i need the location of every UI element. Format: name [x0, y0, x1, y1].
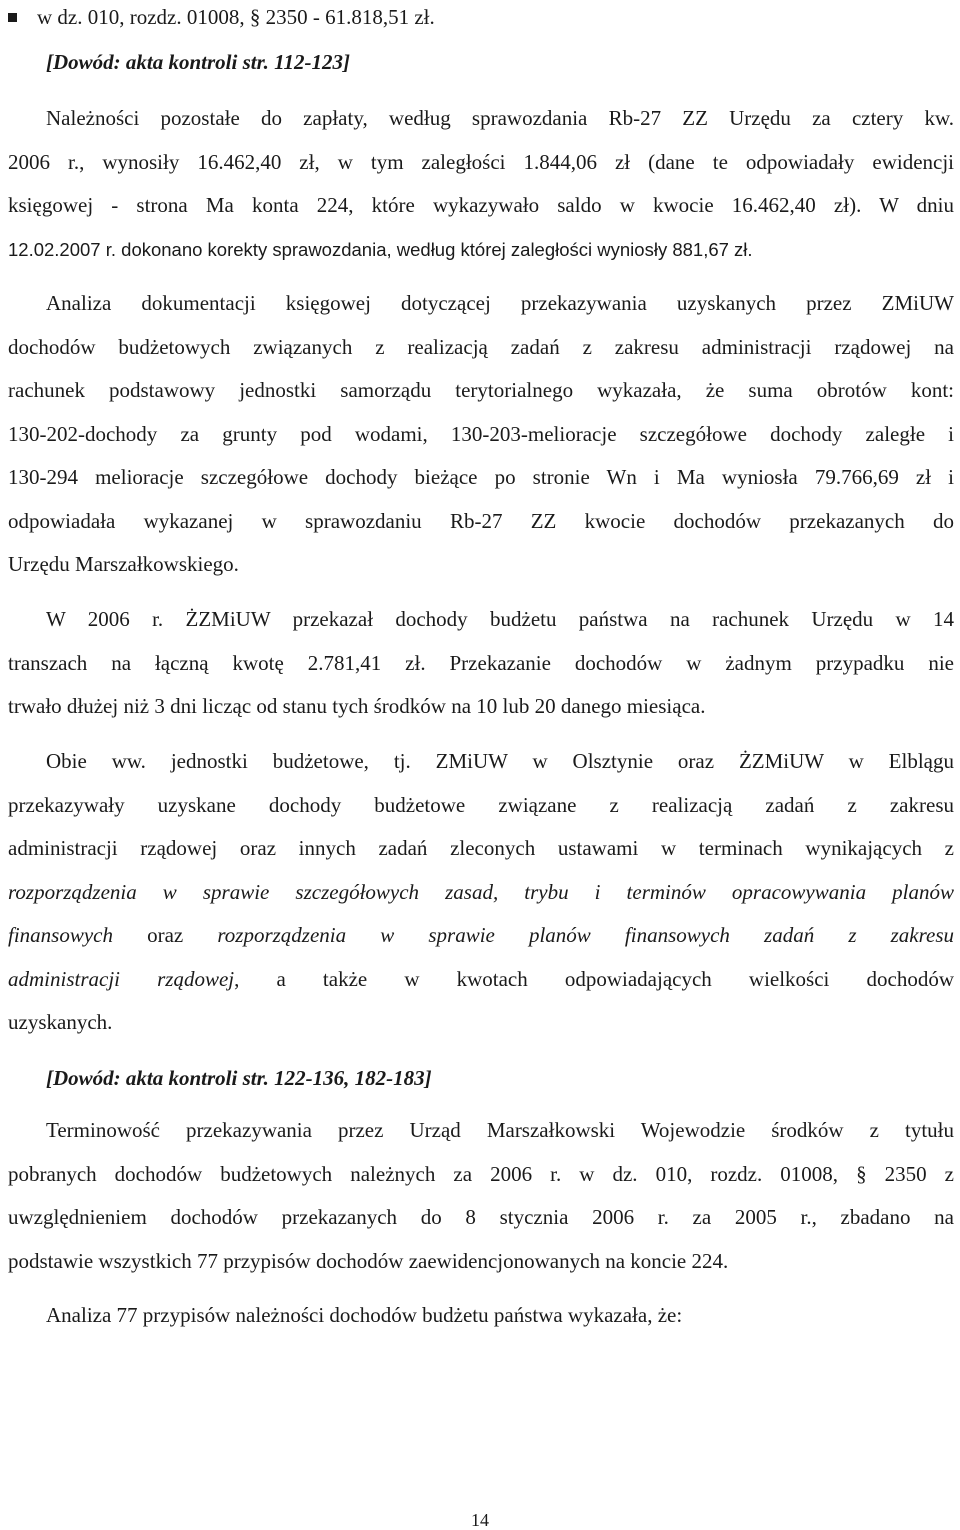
paragraph-line: Terminowość przekazywania przez Urząd Marszałkowski Wojewodzie środków z tytułu [46, 1118, 954, 1142]
plain-text: oraz [113, 923, 218, 947]
bullet-item-text: w dz. 010, rozdz. 01008, § 2350 - 61.818,51 zł. [37, 5, 435, 29]
plain-text: , a także w kwotach odpowiadających wielkości dochodów [234, 966, 954, 991]
paragraph-final [8, 1294, 954, 1338]
paragraph-accounting-analysis [8, 282, 954, 587]
paragraph-2006-transfers [8, 598, 954, 729]
page-number: 14 [471, 1510, 489, 1530]
paragraph-line: 130-294 melioracje szczegółowe dochody bieżące po stronie Wn i Ma wyniosła 79.766,69 zł i [8, 465, 954, 489]
paragraph-line: przekazywały uzyskane dochody budżetowe związane z realizacją zadań z zakresu [8, 792, 954, 817]
paragraph-receivables [8, 97, 954, 271]
paragraph-line: uwzględnieniem dochodów przekazanych do 8 stycznia 2006 r. za 2005 r., zbadano na [8, 1205, 954, 1229]
paragraph-line: pobranych dochodów budżetowych należnych za 2006 r. w dz. 010, rozdz. 01008, § 2350 z [8, 1161, 954, 1186]
paragraph-line [8, 914, 954, 958]
paragraph-timeliness [8, 1109, 954, 1283]
paragraph-line: Obie ww. jednostki budżetowe, tj. ZMiUW w Olsztynie oraz ŻZMiUW w Elblągu [46, 749, 954, 773]
evidence-reference-2: [Dowód: akta kontroli str. 122-136, 182-183] [46, 1066, 432, 1090]
paragraph-line: Należności pozostałe do zapłaty, według sprawozdania Rb-27 ZZ Urzędu za cztery kw. [46, 106, 954, 130]
regulation-title-text: rozporządzenia w sprawie planów finansowych zadań z zakresu [217, 923, 954, 947]
bullet-square-icon [8, 13, 17, 22]
paragraph-line: 130-202-dochody za grunty pod wodami, 130-203-melioracje szczegółowe dochody zaległe i [8, 421, 954, 446]
paragraph-line: uzyskanych. [8, 1010, 113, 1034]
paragraph-line: 2006 r., wynosiły 16.462,40 zł, w tym zaległości 1.844,06 zł (dane te odpowiadały ewidencji [8, 149, 954, 174]
paragraph-line: dochodów budżetowych związanych z realizacją zadań z zakresu administracji rządowej na [8, 334, 954, 359]
paragraph-line: transzach na łączną kwotę 2.781,41 zł. Przekazanie dochodów w żadnym przypadku nie [8, 650, 954, 675]
paragraph-line [8, 958, 954, 1002]
paragraph-line: Analiza dokumentacji księgowej dotyczącej przekazywania uzyskanych przez ZMiUW [46, 291, 954, 315]
paragraph-line: odpowiadała wykazanej w sprawozdaniu Rb-27 ZZ kwocie dochodów przekazanych do [8, 508, 954, 533]
paragraph-line: rachunek podstawowy jednostki samorządu terytorialnego wykazała, że suma obrotów kont: [8, 378, 954, 402]
evidence-reference-1: [Dowód: akta kontroli str. 112-123] [46, 50, 350, 74]
paragraph-line: W 2006 r. ŻZMiUW przekazał dochody budżetu państwa na rachunek Urzędu w 14 [46, 607, 954, 631]
paragraph-line: trwało dłużej niż 3 dni licząc od stanu tych środków na 10 lub 20 danego miesiąca. [8, 694, 706, 718]
paragraph-line: Urzędu Marszałkowskiego. [8, 552, 239, 576]
paragraph-line: administracji rządowej oraz innych zadań zleconych ustawami w terminach wynikających z [8, 836, 954, 860]
bullet-list-item [8, 0, 435, 34]
paragraph-line: podstawie wszystkich 77 przypisów dochodów zaewidencjonowanych na koncie 224. [8, 1248, 729, 1273]
paragraph-line: rozporządzenia w sprawie szczegółowych zasad, trybu i terminów opracowywania planów [8, 879, 954, 904]
paragraph-line: 12.02.2007 r. dokonano korekty sprawozdania, według której zaległości wyniosły 881,67 zł. [8, 238, 753, 260]
regulation-title-text: finansowych [8, 923, 113, 947]
paragraph-both-units [8, 740, 954, 1045]
paragraph-line: księgowej - strona Ma konta 224, które wykazywało saldo w kwocie 16.462,40 zł). W dniu [8, 193, 954, 217]
paragraph-line: Analiza 77 przypisów należności dochodów budżetu państwa wykazała, że: [46, 1303, 683, 1327]
regulation-title-text: administracji rządowej [8, 966, 235, 991]
